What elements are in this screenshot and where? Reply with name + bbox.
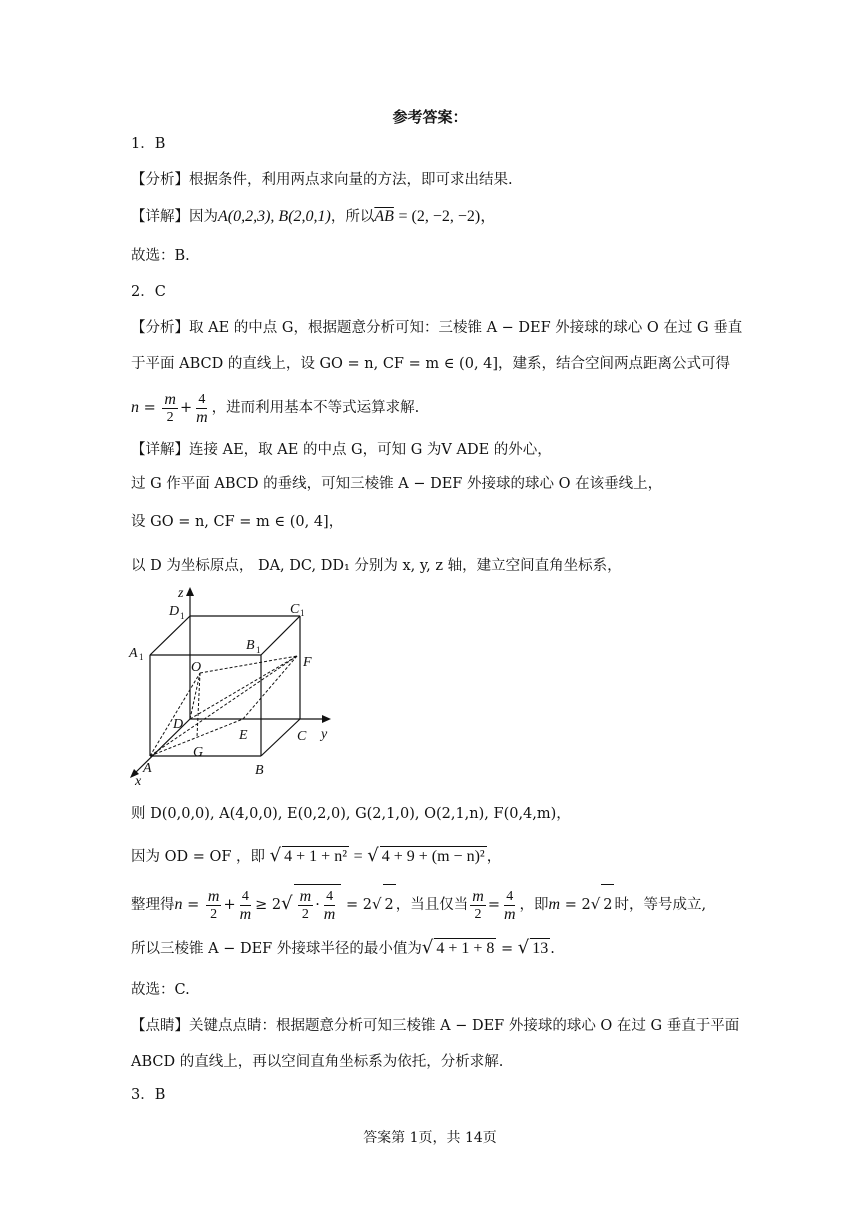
q2-min-radius: 所以三棱锥 A − DEF 外接球半径的最小值为√ 4 + 1 + 8 = √ 13 .: [131, 937, 555, 958]
q2-analysis-line1: 【分析】取 AE 的中点 G，根据题意分析可知：三棱锥 A − DEF 外接球的球心 O 在过 G 垂直: [131, 320, 743, 336]
q1-detail-mid: ，所以: [330, 209, 375, 225]
q2-equation-right: 4 + 9 + (m − n)²: [381, 848, 485, 865]
page-footer: 答案第 1页，共 14页: [363, 1130, 497, 1146]
formula-n: n: [131, 399, 139, 416]
q1-detail: [131, 207, 496, 227]
q2-simplify-mid2: ，即: [519, 897, 549, 913]
q2-detail-line1: 【详解】连接 AE，取 AE 的中点 G，可知 G 为V ADE 的外心，: [131, 442, 552, 458]
q2-simplify-tail: 时，等号成立,: [614, 897, 707, 913]
q2-min-prefix: 所以三棱锥 A − DEF 外接球半径的最小值为: [131, 941, 422, 957]
label-c: C: [297, 729, 307, 744]
q2-equation: 因为 OD = OF ，即 √ 4 + 1 + n² = √ 4 + 9 + (m − n)² ，: [131, 845, 502, 866]
label-d1-sub: 1: [180, 611, 185, 621]
q2-equation-left: 4 + 1 + n²: [284, 848, 347, 865]
label-a1: A: [129, 646, 138, 661]
fraction-m-over-2: $\frac{m}{2}$: [164, 390, 176, 425]
label-y: y: [321, 727, 328, 742]
q1-conclusion: 故选：B.: [131, 248, 190, 264]
q2-analysis-line3-tail: ，进而利用基本不等式运算求解.: [211, 400, 420, 416]
label-d: D: [173, 717, 184, 732]
q1-detail-value: = (2, −2, −2)，: [398, 208, 497, 225]
q2-analysis-line2: 于平面 ABCD 的直线上，设 GO = n, CF = m ∈ (0, 4]，建系，结合空间两点距离公式可得: [131, 356, 731, 372]
q2-simplify-mid: ，当且仅当: [395, 897, 469, 913]
label-a1-sub: 1: [139, 652, 144, 662]
q2-simplify-prefix: 整理得: [131, 897, 175, 913]
q2-detail-line4: 以 D 为坐标原点， DA, DC, DD₁ 分别为 x, y, z 轴，建立空间直角坐标系，: [131, 558, 622, 574]
label-g: G: [193, 745, 204, 760]
q2-keypoint-line2: ABCD 的直线上，再以空间直角坐标系为依托，分析求解.: [131, 1054, 504, 1070]
label-b1-sub: 1: [256, 645, 261, 655]
label-f: F: [303, 655, 312, 670]
label-d1: D: [169, 604, 180, 619]
label-e: E: [239, 728, 248, 743]
label-b: B: [255, 763, 264, 778]
label-b1: B: [246, 638, 255, 653]
q2-min-value: 13: [532, 940, 549, 957]
page-title: 参考答案：: [392, 108, 468, 126]
q2-simplify: 整理得n = $\frac{m}{2}$ + $\frac{4}{m}$ ≥ 2√ $\frac{m}{2}$ · $\frac{4}{m}$ = 2√ 2 ，当且仅当 $\frac{m}{2}$ = $\frac{4}{m}$ ，即m = 2√ 2 时，等号成立,: [131, 884, 706, 925]
q2-detail-line2: 过 G 作平面 ABCD 的垂线，可知三棱锥 A − DEF 外接球的球心 O 在该垂线上，: [131, 476, 663, 492]
q2-answer: 2．C: [131, 284, 166, 300]
label-o: O: [191, 660, 202, 675]
q1-analysis: 【分析】根据条件，利用两点求向量的方法，即可求出结果.: [131, 172, 513, 188]
label-a: A: [143, 761, 152, 776]
q3-answer: 3．B: [131, 1087, 166, 1103]
q2-analysis-line3: n = $\frac{m}{2}$ + $\frac{4}{m}$ ，进而利用基本不等式运算求解.: [131, 390, 420, 426]
label-x: x: [135, 774, 142, 785]
q1-detail-points: A(0,2,3), B(2,0,1): [218, 208, 331, 225]
q2-coords: 则 D(0,0,0), A(4,0,0), E(0,2,0), G(2,1,0), O(2,1,n), F(0,4,m)，: [131, 806, 571, 822]
q2-equation-prefix: 因为 OD = OF ，即: [131, 849, 266, 865]
q1-detail-prefix: 【详解】因为: [131, 209, 218, 225]
cube-coordinate-figure: [125, 585, 340, 785]
label-c1: C: [290, 602, 300, 617]
fraction-4-over-m: $\frac{4}{m}$: [196, 391, 208, 426]
label-c1-sub: 1: [300, 608, 305, 618]
z-axis-arrow: [186, 587, 194, 596]
q1-answer: 1．B: [131, 136, 166, 152]
q2-detail-line3: 设 GO = n, CF = m ∈ (0, 4]，: [131, 514, 344, 530]
q1-detail-vector: $\overline{AB}$: [374, 208, 394, 225]
label-z: z: [178, 586, 184, 601]
q2-min-sqrt: 4 + 1 + 8: [436, 940, 495, 957]
q2-keypoint-line1: 【点睛】关键点点睛：根据题意分析可知三棱锥 A − DEF 外接球的球心 O 在过 G 垂直于平面: [131, 1018, 740, 1034]
q2-conclusion: 故选：C.: [131, 982, 190, 998]
y-axis-arrow: [322, 715, 331, 723]
